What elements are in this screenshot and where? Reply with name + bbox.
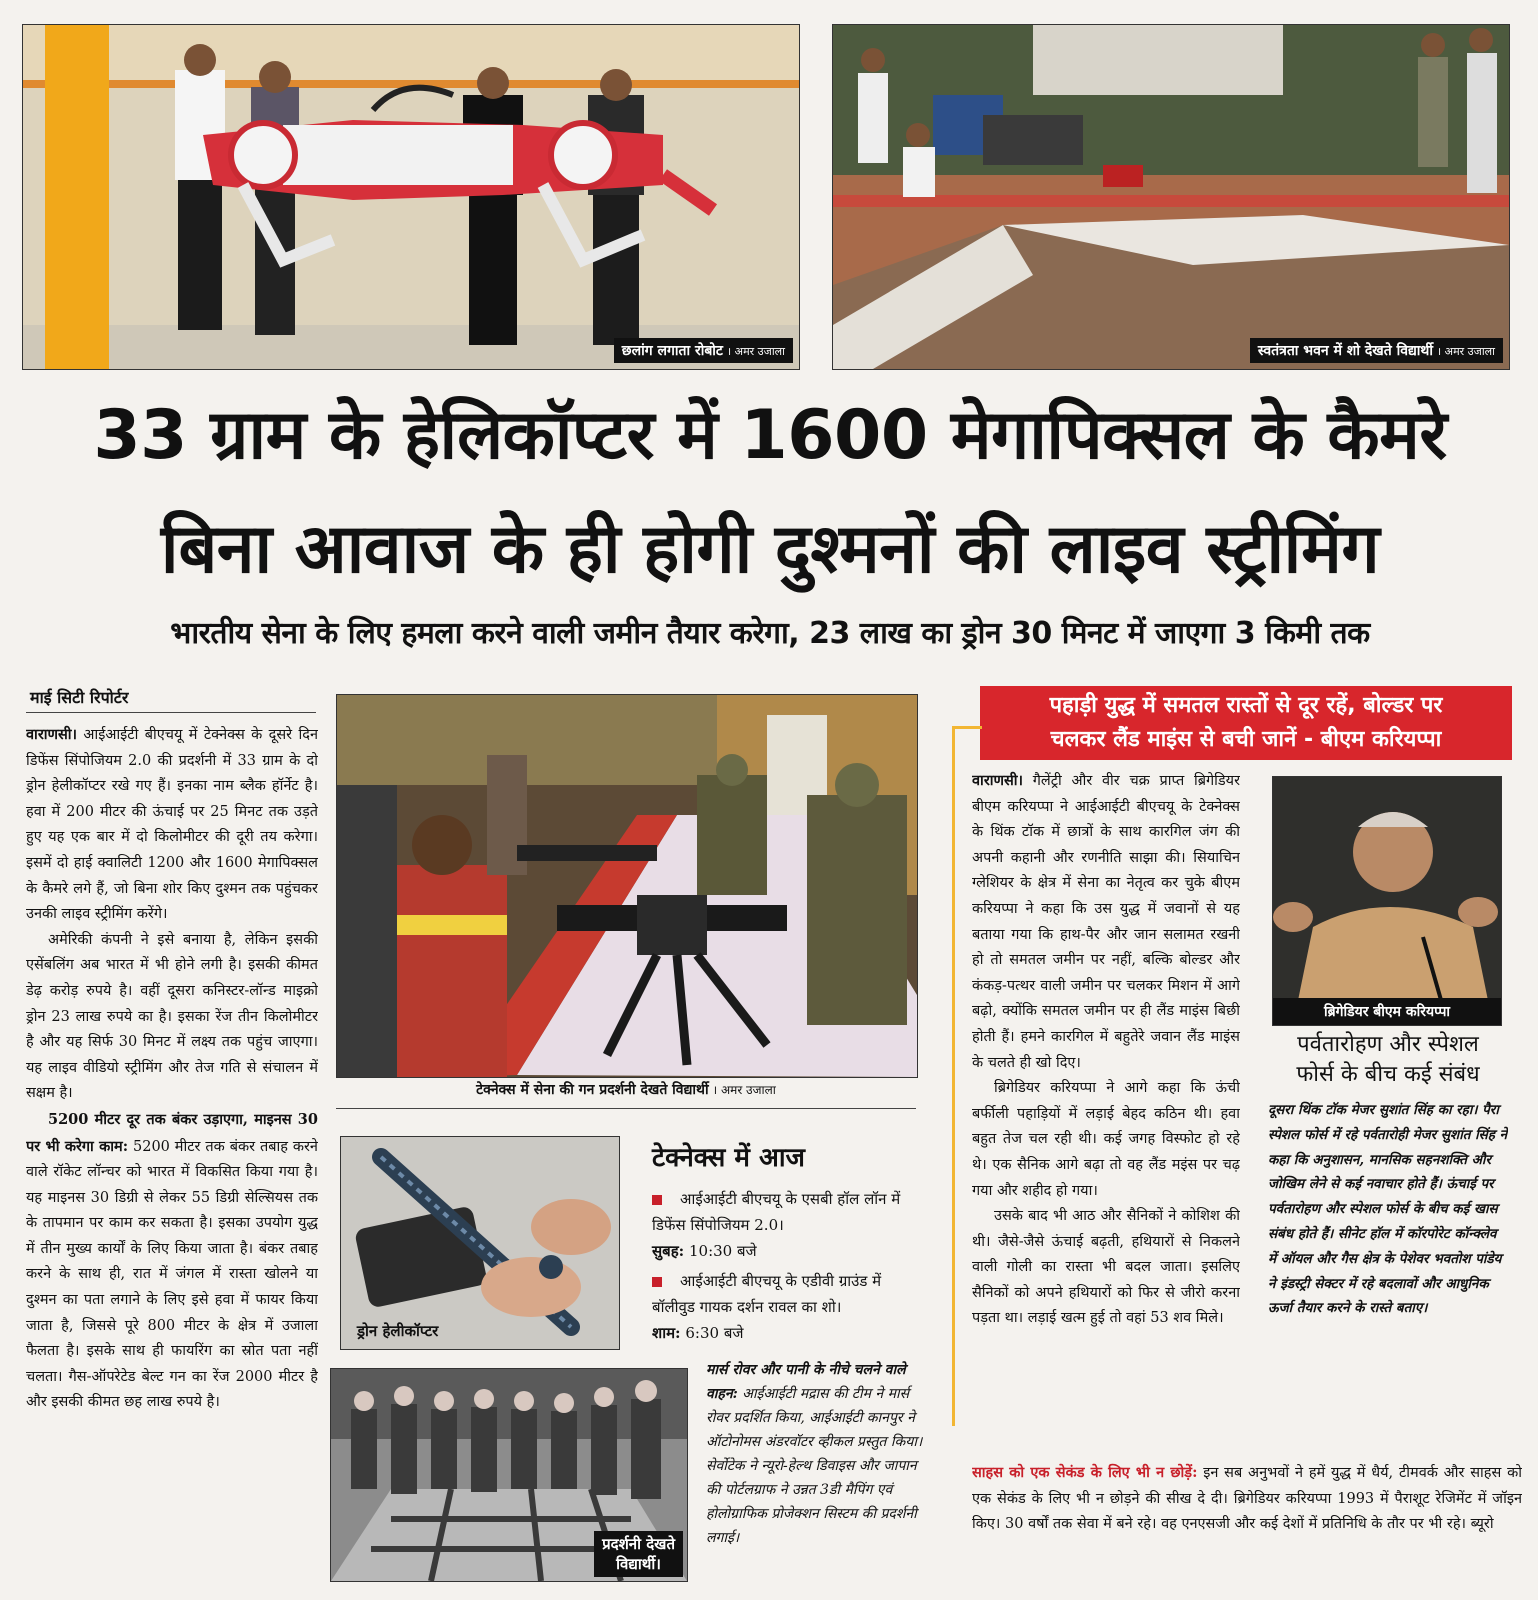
robot-photo-caption: छलांग लगाता रोबोट । अमर उजाला	[614, 338, 793, 363]
robot-photo-illustration	[23, 25, 799, 369]
show-photo-caption: स्वतंत्रता भवन में शो देखते विद्यार्थी । अमर उजाला	[1250, 338, 1503, 363]
side-story-title: पर्वतारोहण और स्पेशल फोर्स के बीच कई संबंध	[1296, 1032, 1480, 1087]
right-story-paragraph-1: वाराणसी। गैलेंट्री और वीर चक्र प्राप्त ब्रिगेडियर बीएम करियप्पा ने आईआईटी बीएचयू के टेक्नेक्स के थिंक टॉक में छात्रों के साथ कारगिल जंग की अपनी कहानी और रणनीति साझा की। सियाचिन ग्लेशियर के क्षेत्र में सेना का नेतृत्व कर चुके बीएम करियप्पा ने कहा कि उस युद्ध में जवानों से यह बताया गया कि हाथ-पैर और जान सलामत रखनी हो तो समतल जमीन पर नहीं, बल्कि बोल्डर और कंकड़-पत्थर वाली जमीन पर चलकर मिशन में आगे बढ़ो, क्योंकि समतल जमीन पर ही लैंड माइंस बिछी होती हैं। हमने कारगिल में बहुतेरे जवान लैंड माइंस के चलते ही खो दिए।	[972, 772, 1240, 1071]
show-photo-illustration	[833, 25, 1509, 369]
mars-rover-paragraph: मार्स रोवर और पानी के नीचे चलने वाले वाहन: आईआईटी मद्रास की टीम ने मार्स रोवर प्रदर्शित किया, आईआईटी कानपुर ने ऑटोनोमस अंडरवॉटर व्हीकल प्रस्तुत किया। सेर्वोटेक ने न्यूरो-हेल्थ डिवाइस और जापान की पोर्टलग्राफ ने उन्नत 3डी मैपिंग एवं होलोग्राफिक प्रोजेक्शन सिस्टम की प्रदर्शनी लगाई।	[706, 1362, 923, 1546]
side-story	[1268, 1030, 1508, 1408]
yellow-rule-top	[952, 726, 982, 729]
yellow-rule	[952, 726, 955, 1426]
main-article	[26, 722, 318, 1592]
today-item-1: आईआईटी बीएचयू के एसबी हॉल लॉन में डिफेंस सिंपोजियम 2.0। सुबह: 10:30 बजे	[652, 1190, 901, 1260]
technex-today-box	[652, 1140, 918, 1346]
students-exhibition-photo	[330, 1368, 688, 1582]
gun-exhibition-photo	[336, 694, 918, 1078]
byline-rule	[26, 712, 316, 713]
show-photo	[832, 24, 1510, 370]
right-story-paragraph-4: साहस को एक सेकंड के लिए भी न छोड़ें: इन सब अनुभवों ने हमें युद्ध में धैर्य, टीमवर्क और साहस को एक सेकंड के लिए भी न छोड़ने की सीख दे दी। ब्रिगेडियर करियप्पा 1993 में पैराशूट रेजिमेंट में जॉइन किए। 30 वर्षों तक सेवा में बने रहे। वह एनएसजी और कई देशों में प्रतिनिधि के तौर पर भी रहे। ब्यूरो	[972, 1464, 1522, 1533]
robot-photo	[22, 24, 800, 370]
right-story-paragraph-3: उसके बाद भी आठ और सैनिकों ने कोशिश की थी। जैसे-जैसे ऊंचाई बढ़ती, हथियारों से निकलने वाली गोली का रास्ता भी बदल जाता। इसलिए सैनिकों को अपने हथियारों को फिर से जीरो करना पड़ता था। लड़ाई खत्म हुई तो वहां 53 शव मिले।	[972, 1208, 1240, 1327]
right-story-paragraph-2: ब्रिगेडियर करियप्पा ने आगे कहा कि ऊंची बर्फीली पहाड़ियों में लड़ाई बेहद कठिन थी। हवा बहुत तेज चल रही थी। कई जगह विस्फोट हो रहे थे। एक सैनिक आगे बढ़ा तो वह लैंड मइंस पर चढ़ गया और शहीद हो गया।	[972, 1080, 1240, 1199]
right-story-banner: पहाड़ी युद्ध में समतल रास्तों से दूर रहें, बोल्डर पर चलकर लैंड माइंस से बची जानें - बीएम करियप्पा	[980, 686, 1512, 760]
bullet-square-icon	[652, 1277, 662, 1287]
article-paragraph-2: अमेरिकी कंपनी ने इसे बनाया है, लेकिन इसकी एसेंबलिंग अब भारत में भी होने लगी है। इसकी कीमत डेढ़ करोड़ रुपये है। वहीं दूसरा कनिस्टर-लॉन्ड माइक्रो ड्रोन 23 लाख रुपये का है। इसका रेंज तीन किलोमीटर है और यह सिर्फ 30 मिनट में लक्ष्य तक पहुंच जाएगा। यह लाइव वीडियो स्ट्रीमिंग और तेज गति से संचालन में सक्षम है।	[26, 931, 318, 1102]
side-story-text: दूसरा थिंक टॉक मेजर सुशांत सिंह का रहा। पैरा स्पेशल फोर्स में रहे पर्वतारोही मेजर सुशांत सिंह ने कहा कि अनुशासन, मानसिक सहनशक्ति और जोखिम लेने से कई नवाचार होते हैं। ऊंचाई पर पर्वतारोहण और स्पेशल फोर्स के बीच कई खास संबंध होते हैं। सीनेट हॉल में कॉरपोरेट कॉन्क्लेव में ऑयल और गैस क्षेत्र के पेशेवर भवतोश पांडेय ने इंडस्ट्री सेक्टर में रहे बदलावों और आधुनिक ऊर्जा तैयार करने के रास्ते बताए।	[1268, 1102, 1508, 1317]
drone-photo-illustration	[341, 1137, 619, 1349]
today-item-2: आईआईटी बीएचयू के एडीवी ग्राउंड में बॉलीवुड गायक दर्शन रावल का शो। शाम: 6:30 बजे	[652, 1272, 882, 1342]
brigadier-photo	[1272, 776, 1502, 1026]
gun-photo-illustration	[337, 695, 917, 1077]
byline: माई सिटी रिपोर्टर	[30, 688, 129, 707]
drone-helicopter-photo	[340, 1136, 620, 1350]
subheadline: भारतीय सेना के लिए हमला करने वाली जमीन तैयार करेगा, 23 लाख का ड्रोन 30 मिनट में जाएगा 3 किमी तक	[170, 616, 1370, 651]
article-paragraph-1: वाराणसी। आईआईटी बीएचयू में टेक्नेक्स के दूसरे दिन डिफेंस सिंपोजियम 2.0 की प्रदर्शनी में 33 ग्राम के दो ड्रोन हेलीकॉप्टर रखे गए हैं। इनका नाम ब्लैक हॉर्नेट है। हवा में 200 मीटर की ऊंचाई पर 25 मिनट तक उड़ते हुए यह एक बार में दो किलोमीटर की दूरी तय करेगा। इसमें दो हाई क्वालिटी 1200 और 1600 मेगापिक्सल के कैमरे लगे हैं, जो बिना शोर किए दुश्मन तक पहुंचकर उनकी लाइव स्ट्रीमिंग करेंगे।	[26, 726, 318, 923]
students-photo-caption: प्रदर्शनी देखते विद्यार्थी।	[594, 1531, 683, 1577]
article-paragraph-3: 5200 मीटर दूर तक बंकर उड़ाएगा, माइनस 30 पर भी करेगा काम: 5200 मीटर तक बंकर तबाह करने वाले रॉकेट लॉन्चर को भारत में विकसित किया गया है। यह माइनस 30 डिग्री से लेकर 55 डिग्री सेल्सियस तक के तापमान पर काम कर सकता है। इसका उपयोग युद्ध में तीन मुख्य कार्यों के लिए किया जाता है। बंकर तबाह करने के साथ ही, रात में जंगल में रास्ता खोलने या दुश्मन का पता लगाने के लिए इसे हवा में फायर किया जाता है, जिससे पूरे 800 मीटर के क्षेत्र में उजाला फैलता है। इसके साथ ही फायरिंग का स्रोत पता नहीं चलता। गैस-ऑपरेटेड बेल्ट गन का रेंज 2000 मीटर है और इसकी कीमत छह लाख रुपये है।	[26, 1110, 318, 1411]
bullet-square-icon	[652, 1195, 662, 1205]
headline-line-1: 33 ग्राम के हेलिकॉप्टर में 1600 मेगापिक्सल के कैमरे	[93, 396, 1447, 475]
brigadier-photo-caption: ब्रिगेडियर बीएम करियप्पा	[1273, 998, 1501, 1025]
headline-line-2: बिना आवाज के ही होगी दुश्मनों की लाइव स्ट्रीमिंग	[160, 510, 1380, 589]
gun-caption-rule	[336, 1108, 916, 1109]
right-story-text-lower	[972, 1460, 1522, 1594]
brigadier-photo-illustration	[1273, 777, 1501, 1025]
today-box-title: टेक्नेक्स में आज	[652, 1143, 805, 1173]
drone-photo-caption: ड्रोन हेलीकॉप्टर	[357, 1322, 439, 1340]
gun-photo-caption: टेक्नेक्स में सेना की गन प्रदर्शनी देखते विद्यार्थी । अमर उजाला	[476, 1082, 776, 1098]
right-story-text-upper	[972, 768, 1240, 1456]
